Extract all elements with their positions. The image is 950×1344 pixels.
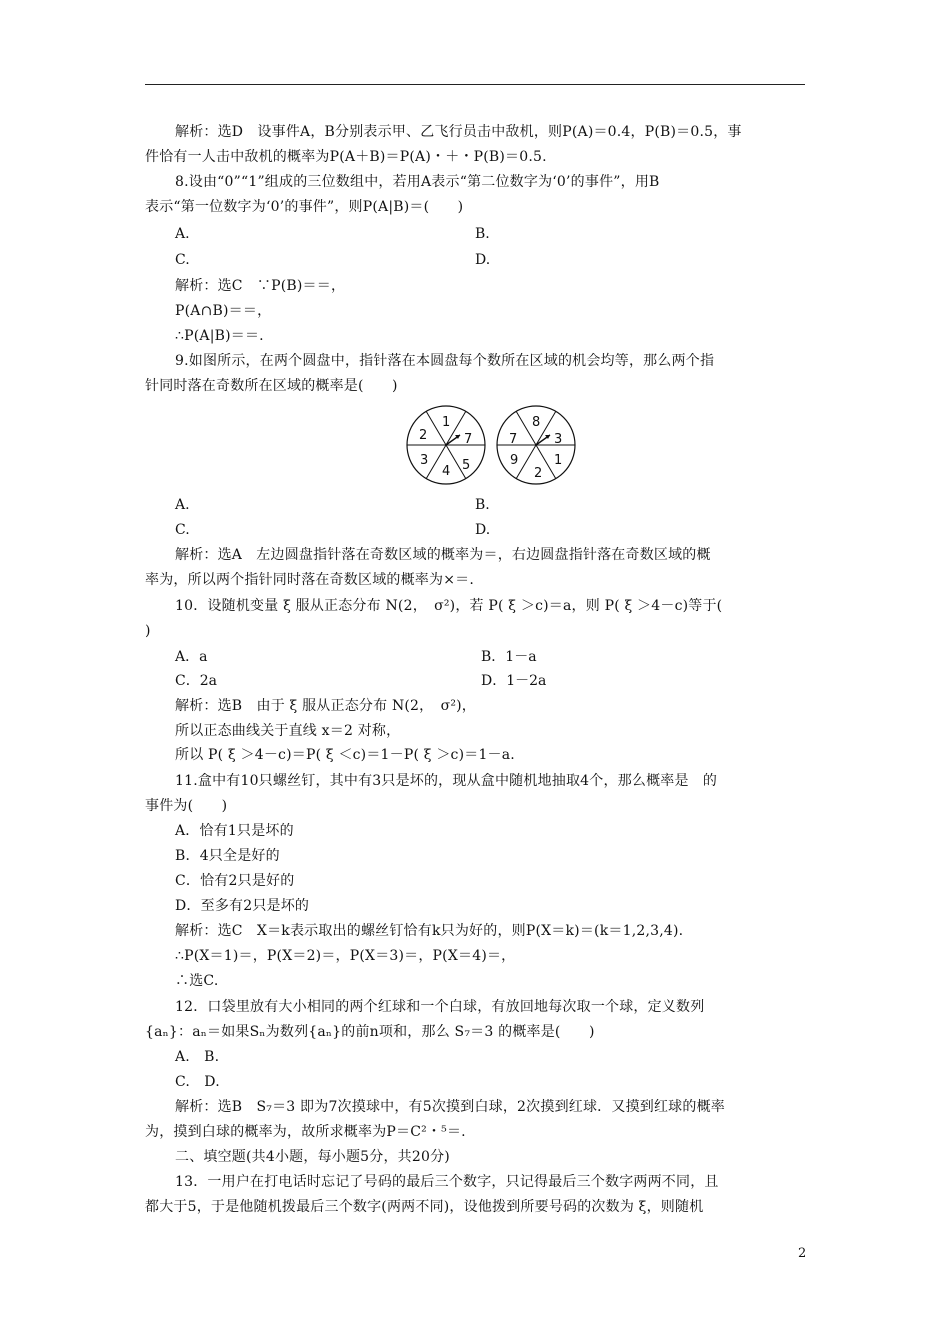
text-line: 件恰有一人击中敌机的概率为P(A＋B)＝P(A)・＋・P(B)＝0.5. — [145, 149, 547, 165]
left-dial-label: 1 — [442, 415, 451, 430]
left-dial-label: 3 — [420, 453, 429, 468]
text-line: ) — [145, 623, 151, 639]
left-dial-label: 4 — [442, 464, 451, 479]
header-rule — [145, 84, 805, 85]
right-dial-label: 2 — [534, 466, 543, 481]
analysis-line: 解析：选A 左边圆盘指针落在奇数区域的概率为＝，右边圆盘指针落在奇数区域的概 — [175, 547, 711, 563]
right-dial-label: 8 — [532, 415, 541, 430]
left-dial — [407, 406, 485, 484]
analysis-line: ∴P(A|B)＝＝. — [175, 328, 264, 344]
option-c: C．2a — [175, 673, 217, 689]
option-a: A．恰有1只是坏的 — [175, 823, 294, 839]
option-a: A. — [175, 226, 190, 242]
text-line: 都大于5，于是他随机拨最后三个数字(两两不同)，设他拨到所要号码的次数为 ξ，则随机 — [145, 1199, 704, 1215]
question-9: 9.如图所示，在两个圆盘中，指针落在本圆盘每个数所在区域的机会均等，那么两个指 — [175, 353, 715, 369]
text-line: 针同时落在奇数所在区域的概率是( ) — [145, 378, 398, 394]
text-line: 表示“第一位数字为‘0’的事件”，则P(A|B)＝( ) — [145, 199, 464, 215]
analysis-line: 解析：选B 由于 ξ 服从正态分布 N(2， σ²)， — [175, 698, 476, 714]
option-d: D．1－2a — [481, 673, 547, 689]
section-heading: 二、填空题(共4小题，每小题5分，共20分) — [175, 1149, 450, 1165]
left-dial-label: 7 — [464, 432, 473, 447]
text-line: 率为，所以两个指针同时落在奇数区域的概率为×＝. — [145, 572, 474, 588]
option-b: B．1－a — [481, 649, 537, 665]
option-a: A. — [175, 497, 190, 513]
question-10: 10．设随机变量 ξ 服从正态分布 N(2， σ²)，若 P( ξ ＞c)＝a，则 P( ξ ＞4－c)等于( — [175, 598, 723, 614]
analysis-line: 所以正态曲线关于直线 x＝2 对称， — [175, 723, 401, 739]
analysis-line: 解析：选C ∵P(B)＝＝， — [175, 278, 346, 294]
analysis-line: 解析：选B S₇＝3 即为7次摸球中，有5次摸到白球，2次摸到红球．又摸到红球的概率 — [175, 1099, 725, 1115]
option-d: D．至多有2只是坏的 — [175, 898, 310, 914]
option-b: B．4只全是好的 — [175, 848, 280, 864]
option-d: D. — [475, 522, 491, 538]
right-dial-label: 7 — [509, 432, 518, 447]
options-cd: C. D. — [175, 1074, 220, 1090]
option-b: B. — [475, 226, 490, 242]
analysis-line: ∴P(X＝1)＝，P(X＝2)＝，P(X＝3)＝，P(X＝4)＝， — [175, 948, 516, 964]
options-ab: A. B. — [175, 1049, 220, 1065]
right-dial-label: 3 — [554, 432, 563, 447]
right-dial-label: 1 — [554, 453, 563, 468]
question-8: 8.设由“0”“1”组成的三位数组中，若用A表示“第二位数字为‘0’的事件”，用B — [175, 174, 660, 190]
option-c: C．恰有2只是好的 — [175, 873, 295, 889]
option-b: B. — [475, 497, 490, 513]
analysis-line: P(A∩B)＝＝， — [175, 303, 272, 319]
question-11: 11.盒中有10只螺丝钉，其中有3只是坏的，现从盒中随机地抽取4个，那么概率是 的 — [175, 773, 718, 789]
left-dial-label: 5 — [462, 458, 471, 473]
left-dial-label: 2 — [419, 428, 428, 443]
right-dial-label: 9 — [510, 453, 519, 468]
page-number: 2 — [798, 1246, 807, 1261]
text-line: {aₙ}：aₙ＝如果Sₙ为数列{aₙ}的前n项和，那么 S₇＝3 的概率是( ) — [145, 1024, 595, 1040]
option-c: C. — [175, 252, 190, 268]
analysis-line: 解析：选C X＝k表示取出的螺丝钉恰有k只为好的，则P(X＝k)＝(k＝1,2,3,4). — [175, 923, 684, 939]
option-a: A．a — [175, 649, 208, 665]
text-line: 为，摸到白球的概率为，故所求概率为P＝C²・⁵＝. — [145, 1124, 466, 1140]
option-d: D. — [475, 252, 491, 268]
text-line: 事件为( ) — [145, 798, 228, 814]
spinner-dials-figure — [405, 404, 577, 486]
option-c: C. — [175, 522, 190, 538]
question-13: 13．一用户在打电话时忘记了号码的最后三个数字，只记得最后三个数字两两不同，且 — [175, 1174, 719, 1190]
right-dial — [497, 406, 575, 484]
analysis-line: ∴选C. — [175, 973, 219, 989]
question-12: 12．口袋里放有大小相同的两个红球和一个白球，有放回地每次取一个球，定义数列 — [175, 999, 705, 1015]
analysis-line: 所以 P( ξ ＞4－c)＝P( ξ ＜c)＝1－P( ξ ＞c)＝1－a. — [175, 747, 515, 763]
text-line: 解析：选D 设事件A，B分别表示甲、乙飞行员击中敌机，则P(A)＝0.4，P(B)＝0.5，事 — [175, 124, 742, 140]
